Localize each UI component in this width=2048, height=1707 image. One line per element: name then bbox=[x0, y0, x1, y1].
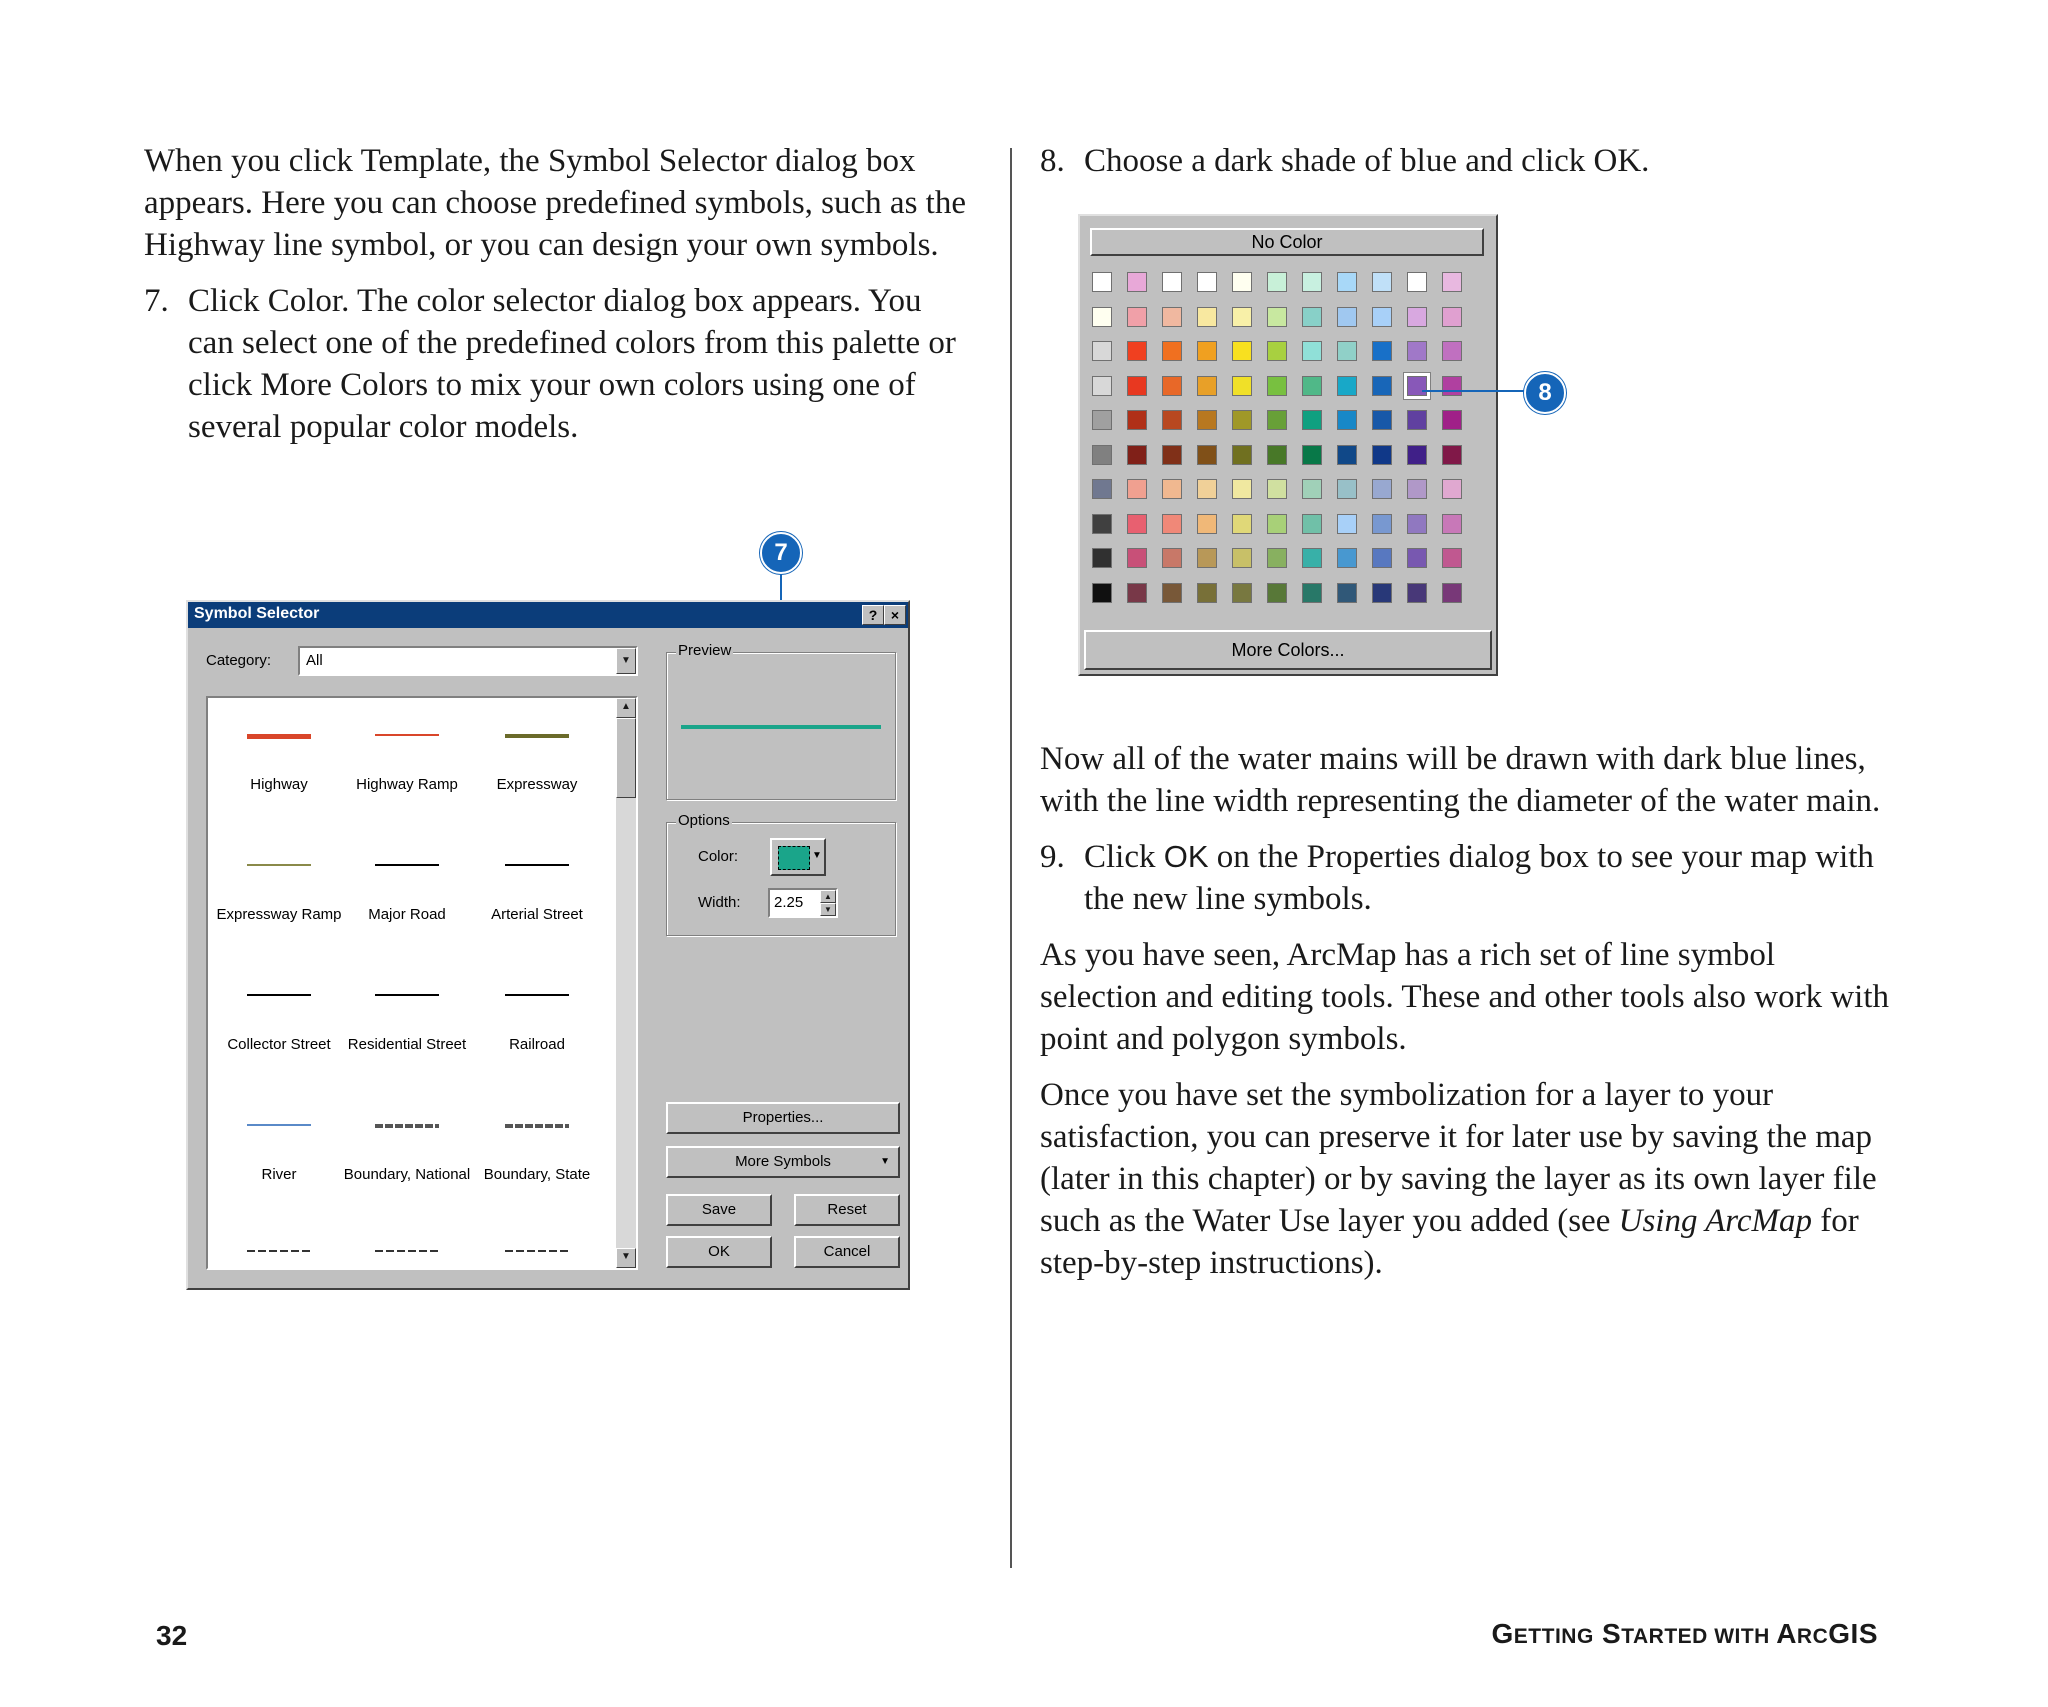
step-9-ok: OK bbox=[1163, 839, 1209, 874]
color-label: Color: bbox=[698, 848, 739, 865]
more-colors-button[interactable]: More Colors... bbox=[1084, 630, 1492, 670]
color-swatch[interactable] bbox=[1372, 479, 1392, 499]
step-7 bbox=[144, 280, 974, 448]
color-swatch[interactable] bbox=[1302, 410, 1322, 430]
color-swatch[interactable] bbox=[1267, 445, 1287, 465]
color-swatch[interactable] bbox=[1407, 410, 1427, 430]
symbol-label: Boundary, National bbox=[343, 1166, 471, 1183]
footer-s: S bbox=[1593, 1618, 1622, 1649]
color-swatch[interactable] bbox=[1372, 341, 1392, 361]
color-dropdown-icon: ▼ bbox=[812, 850, 822, 861]
color-swatch[interactable] bbox=[1267, 514, 1287, 534]
symbol-item[interactable] bbox=[472, 976, 602, 1096]
color-swatch[interactable] bbox=[1092, 583, 1112, 603]
color-swatch[interactable] bbox=[1127, 514, 1147, 534]
footer-tarted: TARTED bbox=[1621, 1625, 1708, 1648]
color-button[interactable] bbox=[770, 838, 826, 876]
color-swatch[interactable] bbox=[1302, 514, 1322, 534]
more-symbols-button[interactable] bbox=[666, 1146, 900, 1178]
color-swatch[interactable] bbox=[1407, 479, 1427, 499]
color-swatch[interactable] bbox=[1232, 548, 1252, 568]
color-swatch[interactable] bbox=[1337, 272, 1357, 292]
color-swatch[interactable] bbox=[1232, 445, 1252, 465]
symbol-line-preview bbox=[505, 864, 569, 866]
color-swatch[interactable] bbox=[1372, 445, 1392, 465]
color-swatch[interactable] bbox=[1197, 583, 1217, 603]
color-swatch[interactable] bbox=[1302, 341, 1322, 361]
symbol-line-preview bbox=[247, 1124, 311, 1126]
color-swatch[interactable] bbox=[1232, 479, 1252, 499]
color-swatch[interactable] bbox=[1442, 479, 1462, 499]
color-swatch[interactable] bbox=[1162, 583, 1182, 603]
step-7-text: Click Color. The color selector dialog box appears. You can select one of the predefined colors from this palette or click More Colors to mix your own colors using one of several popular color models. bbox=[188, 283, 956, 445]
color-swatch[interactable] bbox=[1267, 479, 1287, 499]
color-swatch[interactable] bbox=[1162, 548, 1182, 568]
dialog-title: Symbol Selector bbox=[194, 605, 320, 622]
preview-line bbox=[681, 725, 881, 729]
symbol-item[interactable] bbox=[214, 1106, 344, 1226]
preserve-text-a: Once you have set the symbolization for a layer to your satisfaction, you can preserve it for later use by saving the map (later in this chapter) or by saving the layer as its own layer file such as the Water Use layer you added (see bbox=[1040, 1077, 1877, 1239]
color-swatch[interactable] bbox=[1442, 445, 1462, 465]
color-swatch[interactable] bbox=[1337, 514, 1357, 534]
color-swatch[interactable] bbox=[1337, 307, 1357, 327]
color-swatch[interactable] bbox=[1197, 548, 1217, 568]
step-9-post: on the Properties dialog box to see your map with the new line symbols. bbox=[1084, 839, 1874, 917]
color-swatch[interactable] bbox=[1442, 341, 1462, 361]
color-swatch[interactable] bbox=[1302, 272, 1322, 292]
color-swatch[interactable] bbox=[1092, 445, 1112, 465]
color-swatch[interactable] bbox=[1337, 445, 1357, 465]
color-swatch[interactable] bbox=[1442, 272, 1462, 292]
symbol-item[interactable] bbox=[342, 976, 472, 1096]
page-number: 32 bbox=[156, 1620, 188, 1651]
symbol-label: Arterial Street bbox=[491, 906, 583, 923]
symbol-label: Highway bbox=[250, 776, 308, 793]
footer-a: A bbox=[1776, 1618, 1797, 1649]
color-swatch[interactable] bbox=[1127, 445, 1147, 465]
color-swatch[interactable] bbox=[1302, 583, 1322, 603]
color-swatch[interactable] bbox=[1442, 548, 1462, 568]
properties-button[interactable]: Properties... bbox=[666, 1102, 900, 1134]
footer-gis: GIS bbox=[1828, 1618, 1878, 1649]
color-swatch[interactable] bbox=[1197, 445, 1217, 465]
symbol-line-preview bbox=[375, 734, 439, 736]
color-swatch[interactable] bbox=[1092, 548, 1112, 568]
color-swatch[interactable] bbox=[1302, 307, 1322, 327]
color-swatch[interactable] bbox=[1442, 410, 1462, 430]
color-swatch[interactable] bbox=[1442, 376, 1462, 396]
footer-rc: RC bbox=[1796, 1625, 1829, 1648]
symbol-label: Expressway Ramp bbox=[216, 906, 342, 923]
symbol-label: Expressway bbox=[496, 776, 578, 793]
color-swatch[interactable] bbox=[1372, 548, 1392, 568]
color-swatch[interactable] bbox=[1337, 583, 1357, 603]
symbol-line-preview bbox=[375, 994, 439, 996]
color-swatch[interactable] bbox=[1267, 410, 1287, 430]
category-value: All bbox=[306, 652, 323, 669]
column-divider bbox=[1010, 148, 1012, 1568]
footer-with: WITH bbox=[1707, 1625, 1777, 1648]
color-swatch[interactable] bbox=[1337, 410, 1357, 430]
scroll-up-icon[interactable]: ▲ bbox=[616, 698, 636, 718]
options-label: Options bbox=[678, 812, 730, 829]
color-swatch[interactable] bbox=[1267, 341, 1287, 361]
more-symbols-dropdown-icon: ▼ bbox=[880, 1156, 890, 1167]
using-arcmap-reference: Using ArcMap bbox=[1618, 1203, 1813, 1239]
color-swatch[interactable] bbox=[1302, 445, 1322, 465]
color-swatch[interactable] bbox=[1127, 376, 1147, 396]
symbol-item[interactable] bbox=[342, 1106, 472, 1226]
width-up-icon[interactable]: ▲ bbox=[820, 890, 836, 903]
ok-button[interactable]: OK bbox=[666, 1236, 772, 1268]
step-9 bbox=[1040, 836, 1890, 920]
symbol-item[interactable] bbox=[472, 846, 602, 966]
right-column-bottom bbox=[1040, 738, 1890, 1284]
running-footer bbox=[1492, 1618, 1879, 1650]
symbol-line-preview bbox=[505, 994, 569, 996]
symbol-line-preview bbox=[375, 1250, 439, 1252]
preserve-paragraph bbox=[1040, 1074, 1890, 1284]
step-8-text: Choose a dark shade of blue and click OK. bbox=[1084, 143, 1650, 179]
color-swatch[interactable] bbox=[1407, 445, 1427, 465]
color-swatch[interactable] bbox=[1092, 272, 1112, 292]
symbol-line-preview bbox=[505, 1124, 569, 1128]
no-color-button[interactable]: No Color bbox=[1090, 228, 1484, 256]
color-swatch[interactable] bbox=[1162, 341, 1182, 361]
color-swatch[interactable] bbox=[1092, 307, 1112, 327]
color-swatch[interactable] bbox=[1197, 514, 1217, 534]
symbol-item[interactable] bbox=[342, 846, 472, 966]
color-swatch[interactable] bbox=[1232, 272, 1252, 292]
callout-8-badge: 8 bbox=[1524, 372, 1566, 414]
symbol-line-preview bbox=[505, 1250, 569, 1252]
color-swatch[interactable] bbox=[1127, 548, 1147, 568]
color-swatch[interactable] bbox=[1372, 514, 1392, 534]
cancel-button[interactable]: Cancel bbox=[794, 1236, 900, 1268]
preview-group bbox=[666, 652, 896, 800]
symbol-label: Residential Street bbox=[347, 1036, 467, 1053]
color-swatch[interactable] bbox=[1372, 272, 1392, 292]
symbol-list-scrollbar[interactable] bbox=[616, 698, 636, 1268]
color-swatch[interactable] bbox=[1127, 583, 1147, 603]
selected-color-swatch bbox=[778, 846, 810, 870]
preserve-text-b: for step-by-step instructions). bbox=[1040, 1203, 1859, 1281]
color-swatch[interactable] bbox=[1337, 548, 1357, 568]
symbol-line-preview bbox=[505, 734, 569, 738]
color-swatch[interactable] bbox=[1407, 376, 1427, 396]
preview-label: Preview bbox=[678, 642, 732, 659]
symbol-list bbox=[206, 696, 638, 1270]
color-swatch[interactable] bbox=[1162, 307, 1182, 327]
color-swatch[interactable] bbox=[1372, 583, 1392, 603]
callout-8-leader bbox=[1422, 390, 1530, 392]
color-swatch[interactable] bbox=[1162, 272, 1182, 292]
intro-paragraph: When you click Template, the Symbol Selector dialog box appears. Here you can choose predefined symbols, such as the Highway line symbol, or you can design your own symbols. bbox=[144, 143, 966, 263]
symbol-item[interactable] bbox=[472, 1106, 602, 1226]
color-swatch[interactable] bbox=[1442, 583, 1462, 603]
width-value: 2.25 bbox=[774, 894, 804, 911]
symbol-line-preview bbox=[375, 1124, 439, 1128]
step-9-pre: Click bbox=[1084, 839, 1164, 875]
color-swatch[interactable] bbox=[1442, 514, 1462, 534]
color-swatch[interactable] bbox=[1267, 307, 1287, 327]
color-palette bbox=[1078, 214, 1498, 676]
color-swatch[interactable] bbox=[1232, 341, 1252, 361]
symbol-line-preview bbox=[375, 864, 439, 866]
symbol-item[interactable] bbox=[214, 846, 344, 966]
width-down-icon[interactable]: ▼ bbox=[820, 903, 836, 916]
color-swatch[interactable] bbox=[1232, 376, 1252, 396]
step-8-number: 8. bbox=[1040, 143, 1065, 179]
color-swatch[interactable] bbox=[1092, 376, 1112, 396]
step-8 bbox=[1040, 140, 1890, 182]
color-swatch[interactable] bbox=[1442, 307, 1462, 327]
step-9-number: 9. bbox=[1040, 839, 1065, 875]
color-swatch[interactable] bbox=[1092, 410, 1112, 430]
more-symbols-label: More Symbols bbox=[735, 1153, 831, 1170]
color-swatch[interactable] bbox=[1407, 341, 1427, 361]
color-swatch[interactable] bbox=[1407, 548, 1427, 568]
symbol-line-preview bbox=[247, 734, 311, 739]
symbol-label: Highway Ramp bbox=[356, 776, 458, 793]
color-swatch[interactable] bbox=[1197, 307, 1217, 327]
color-swatch[interactable] bbox=[1232, 307, 1252, 327]
color-swatch[interactable] bbox=[1092, 479, 1112, 499]
water-mains-paragraph: Now all of the water mains will be drawn with dark blue lines, with the line width representing the diameter of the water main. bbox=[1040, 741, 1881, 819]
footer-g: G bbox=[1491, 1618, 1514, 1649]
color-swatch[interactable] bbox=[1197, 376, 1217, 396]
color-swatch[interactable] bbox=[1302, 376, 1322, 396]
color-swatch[interactable] bbox=[1127, 272, 1147, 292]
symbol-selector-dialog bbox=[186, 600, 910, 1290]
color-swatch[interactable] bbox=[1232, 410, 1252, 430]
width-input[interactable] bbox=[768, 888, 838, 918]
color-swatch[interactable] bbox=[1197, 410, 1217, 430]
symbol-item[interactable] bbox=[472, 716, 602, 836]
chevron-down-icon[interactable]: ▼ bbox=[616, 648, 636, 674]
color-swatch[interactable] bbox=[1407, 272, 1427, 292]
color-swatch[interactable] bbox=[1407, 583, 1427, 603]
color-swatch[interactable] bbox=[1232, 583, 1252, 603]
color-swatch[interactable] bbox=[1162, 479, 1182, 499]
color-swatch[interactable] bbox=[1162, 514, 1182, 534]
symbol-item[interactable] bbox=[342, 716, 472, 836]
footer-etting: ETTING bbox=[1513, 1625, 1594, 1648]
color-swatch[interactable] bbox=[1162, 376, 1182, 396]
color-swatch[interactable] bbox=[1127, 410, 1147, 430]
reset-button[interactable]: Reset bbox=[794, 1194, 900, 1226]
color-swatch[interactable] bbox=[1407, 514, 1427, 534]
color-swatch[interactable] bbox=[1197, 341, 1217, 361]
save-button[interactable]: Save bbox=[666, 1194, 772, 1226]
scroll-thumb[interactable] bbox=[616, 718, 636, 798]
category-dropdown[interactable] bbox=[298, 646, 638, 676]
color-swatch[interactable] bbox=[1162, 445, 1182, 465]
step-7-number: 7. bbox=[144, 283, 169, 319]
close-button[interactable]: × bbox=[884, 605, 906, 625]
arcmap-tools-paragraph: As you have seen, ArcMap has a rich set of line symbol selection and editing tools. These and other tools also work with point and polygon symbols. bbox=[1040, 937, 1889, 1057]
symbol-line-preview bbox=[247, 994, 311, 996]
symbol-label: River bbox=[261, 1166, 297, 1183]
color-swatch[interactable] bbox=[1372, 307, 1392, 327]
width-label: Width: bbox=[698, 894, 741, 911]
color-swatch[interactable] bbox=[1267, 376, 1287, 396]
left-column bbox=[144, 140, 974, 448]
color-swatch[interactable] bbox=[1372, 410, 1392, 430]
color-swatch[interactable] bbox=[1337, 341, 1357, 361]
dialog-titlebar bbox=[188, 602, 908, 628]
scroll-down-icon[interactable]: ▼ bbox=[616, 1248, 636, 1268]
color-swatch[interactable] bbox=[1127, 307, 1147, 327]
right-column-top bbox=[1040, 140, 1890, 182]
color-swatch[interactable] bbox=[1302, 479, 1322, 499]
color-swatch[interactable] bbox=[1127, 479, 1147, 499]
color-swatch[interactable] bbox=[1267, 548, 1287, 568]
callout-7-badge: 7 bbox=[760, 532, 802, 574]
color-swatch[interactable] bbox=[1407, 307, 1427, 327]
color-swatch[interactable] bbox=[1302, 548, 1322, 568]
symbol-label: Boundary, State bbox=[483, 1166, 591, 1183]
color-swatch[interactable] bbox=[1232, 514, 1252, 534]
symbol-line-preview bbox=[247, 864, 311, 866]
category-label: Category: bbox=[206, 652, 272, 669]
color-swatch[interactable] bbox=[1092, 341, 1112, 361]
symbol-label: Collector Street bbox=[227, 1036, 331, 1053]
symbol-label: Major Road bbox=[368, 906, 446, 923]
color-swatch[interactable] bbox=[1162, 410, 1182, 430]
color-swatch[interactable] bbox=[1092, 514, 1112, 534]
symbol-item[interactable] bbox=[214, 976, 344, 1096]
help-button[interactable]: ? bbox=[862, 605, 884, 625]
color-swatch[interactable] bbox=[1337, 479, 1357, 499]
color-swatch[interactable] bbox=[1267, 583, 1287, 603]
step-9-text bbox=[1084, 836, 1890, 920]
symbol-line-preview bbox=[247, 1250, 311, 1252]
symbol-item[interactable] bbox=[214, 716, 344, 836]
color-swatch[interactable] bbox=[1197, 272, 1217, 292]
color-swatch[interactable] bbox=[1337, 376, 1357, 396]
color-swatch[interactable] bbox=[1197, 479, 1217, 499]
symbol-label: Railroad bbox=[509, 1036, 565, 1053]
color-swatch[interactable] bbox=[1127, 341, 1147, 361]
color-swatch[interactable] bbox=[1267, 272, 1287, 292]
color-swatch[interactable] bbox=[1372, 376, 1392, 396]
